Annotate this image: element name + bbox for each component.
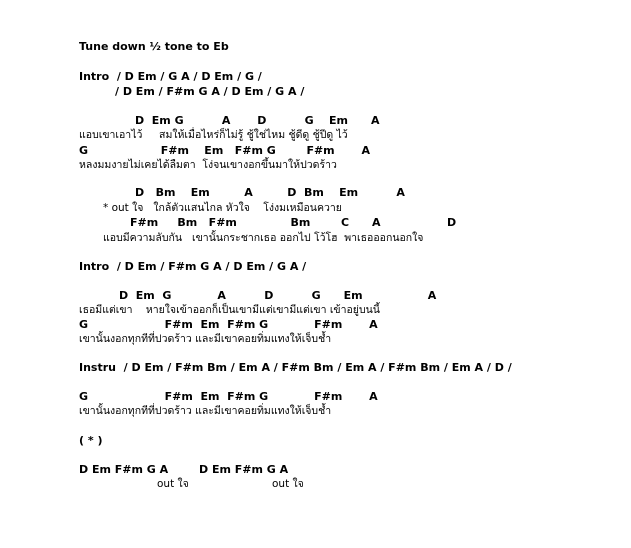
- outro-chords-2: D Em F#m G A: [199, 463, 289, 476]
- intro-repeat-line: Intro / D Em / F#m G A / D Em / G A /: [79, 260, 307, 273]
- verse3-lyrics: เขานั้นงอกทุกทีที่ปวดร้าว และมีเขาคอยทิ่มแทงให้เจ็บช้ำ: [79, 405, 332, 417]
- verse1-chords-1: D Em G A D G Em A: [135, 114, 380, 127]
- verse2-chords-2: G F#m Em F#m G F#m A: [79, 318, 378, 331]
- instrumental-line: Instru / D Em / F#m Bm / Em A / F#m Bm / Em A / F#m Bm / Em A / D /: [79, 361, 512, 374]
- verse2-lyrics-1: เธอมีแต่เขา หายใจเข้าออกก็เป็นเขามีแต่เขามีแต่เขา เข้าอยู่บนนี้: [79, 304, 380, 316]
- verse3-chords: G F#m Em F#m G F#m A: [79, 390, 378, 403]
- chorus-chords-2: F#m Bm F#m Bm C A: [130, 216, 381, 229]
- verse1-lyrics-1: แอบเขาเอาไว้ สมให้เมื่อไหร่ก็ไม่รู้ ชู้ใช่ไหม ชู้ดีดู ชู้ปีดู ไว้: [79, 129, 348, 141]
- tuning-note: Tune down ½ tone to Eb: [79, 40, 229, 53]
- chorus-lyrics-1: * out ใจ ใกล้ตัวแสนไกล หัวใจ โง่งมเหมือนควาย: [103, 202, 342, 214]
- chorus-chords-2-end: D: [447, 216, 457, 229]
- outro-lyric-2: out ใจ: [272, 478, 304, 490]
- verse2-lyrics-2: เขานั้นงอกทุกทีที่ปวดร้าว และมีเขาคอยทิ่มแทงให้เจ็บช้ำ: [79, 333, 332, 345]
- chorus-repeat-marker: ( * ): [79, 434, 103, 447]
- outro-lyric-1: out ใจ: [157, 478, 189, 490]
- verse1-chords-2: G F#m Em F#m G F#m A: [79, 144, 370, 157]
- intro-line-1: Intro / D Em / G A / D Em / G /: [79, 70, 262, 83]
- chorus-lyrics-2: แอบมีความลับกัน เขานั้นกระชากเธอ ออกไป โว้โฮ พาเธอออกนอกใจ: [103, 232, 424, 244]
- intro-line-2: / D Em / F#m G A / D Em / G A /: [115, 85, 305, 98]
- verse2-chords-1: D Em G A D G Em A: [119, 289, 437, 302]
- chorus-chords-1: D Bm Em A D Bm Em A: [135, 186, 405, 199]
- outro-chords-1: D Em F#m G A: [79, 463, 169, 476]
- verse1-lyrics-2: หลงมมงายไม่เคยได้ลืมตา โง่จนเขางอกขึ้นมาให้ปวดร้าว: [79, 159, 337, 171]
